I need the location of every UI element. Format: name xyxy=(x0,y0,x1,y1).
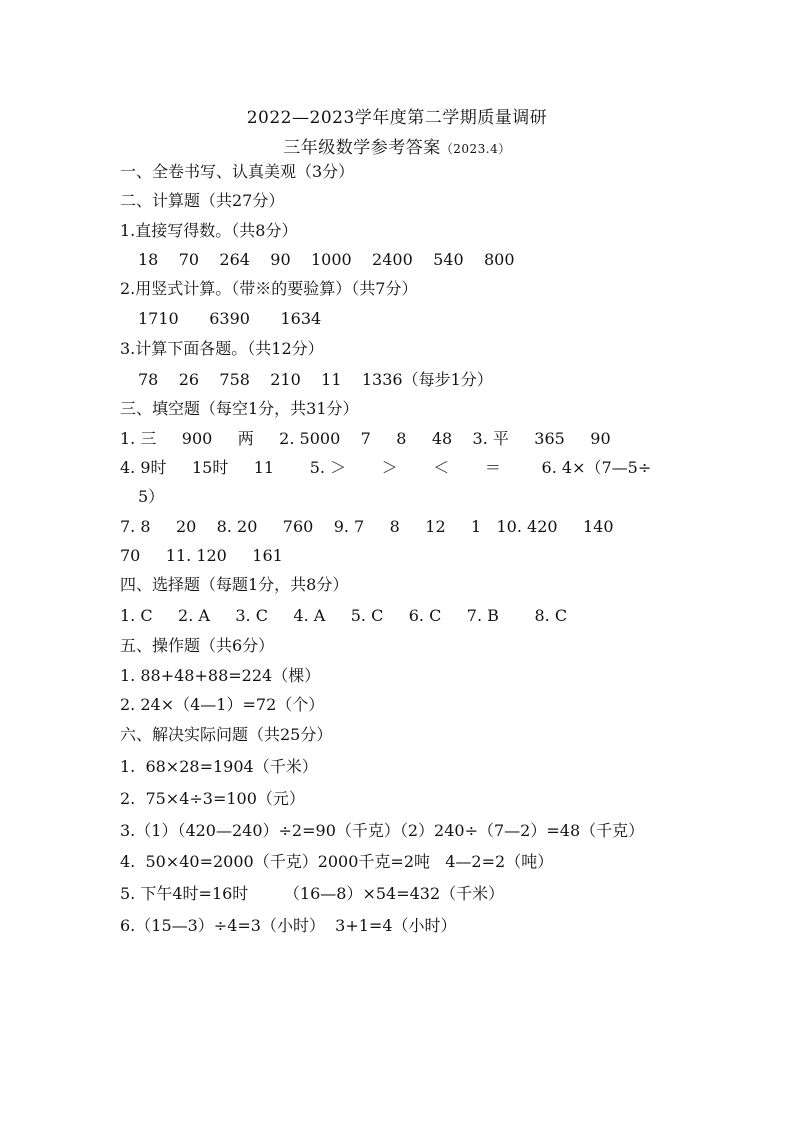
q4-answers: 1. C 2. A 3. C 4. A 5. C 6. C 7. B 8. C xyxy=(120,606,568,625)
section-5-heading: 五、操作题（共6分） xyxy=(120,636,275,655)
q2-2-answers: 1710 6390 1634 xyxy=(138,309,322,328)
q2-3-answers: 78 26 758 210 11 1336（每步1分） xyxy=(138,370,493,389)
section-1-heading: 一、全卷书写、认真美观（3分） xyxy=(120,162,355,181)
q6-answer-6: 6.（15—3）÷4=3（小时） 3+1=4（小时） xyxy=(120,916,457,935)
subtitle-date: （2023.4） xyxy=(440,142,511,156)
q2-3-heading: 3.计算下面各题。（共12分） xyxy=(120,339,324,358)
q6-answer-1: 1. 68×28=1904（千米） xyxy=(120,757,318,776)
q6-answer-5: 5. 下午4时=16时 （16—8）×54=432（千米） xyxy=(120,884,505,903)
subtitle-main: 三年级数学参考答案 xyxy=(283,138,441,158)
section-3-heading: 三、填空题（每空1分，共31分） xyxy=(120,399,359,418)
q5-answer-2: 2. 24×（4—1）=72（个） xyxy=(120,695,325,714)
q3-line-2: 4. 9时 15时 11 5. ＞ ＞ ＜ ＝ 6. 4×（7—5÷ xyxy=(120,458,652,477)
q3-line-2-cont: 5） xyxy=(138,487,165,506)
q3-line-1: 1. 三 900 两 2. 5000 7 8 48 3. 平 365 90 xyxy=(120,429,611,448)
document-subtitle xyxy=(0,133,794,158)
q6-answer-2: 2. 75×4÷3=100（元） xyxy=(120,789,305,808)
q5-answer-1: 1. 88+48+88=224（棵） xyxy=(120,666,321,685)
q6-answer-3: 3.（1）（420—240）÷2=90（千克）（2）240÷（7—2）=48（千克） xyxy=(120,821,645,840)
q2-1-answers: 18 70 264 90 1000 2400 540 800 xyxy=(138,250,515,269)
q2-1-heading: 1.直接写得数。（共8分） xyxy=(120,221,298,240)
q6-answer-4: 4. 50×40=2000（千克）2000千克=2吨 4—2=2（吨） xyxy=(120,852,554,871)
q2-2-heading: 2.用竖式计算。（带※的要验算）（共7分） xyxy=(120,279,418,298)
q3-line-3: 7. 8 20 8. 20 760 9. 7 8 12 1 10. 420 140 xyxy=(120,517,614,536)
section-6-heading: 六、解决实际问题（共25分） xyxy=(120,725,333,744)
section-4-heading: 四、选择题（每题1分，共8分） xyxy=(120,575,349,594)
section-2-heading: 二、计算题（共27分） xyxy=(120,191,285,210)
document-title: 2022—2023学年度第二学期质量调研 xyxy=(246,108,548,128)
q3-line-3-cont: 70 11. 120 161 xyxy=(120,546,283,565)
